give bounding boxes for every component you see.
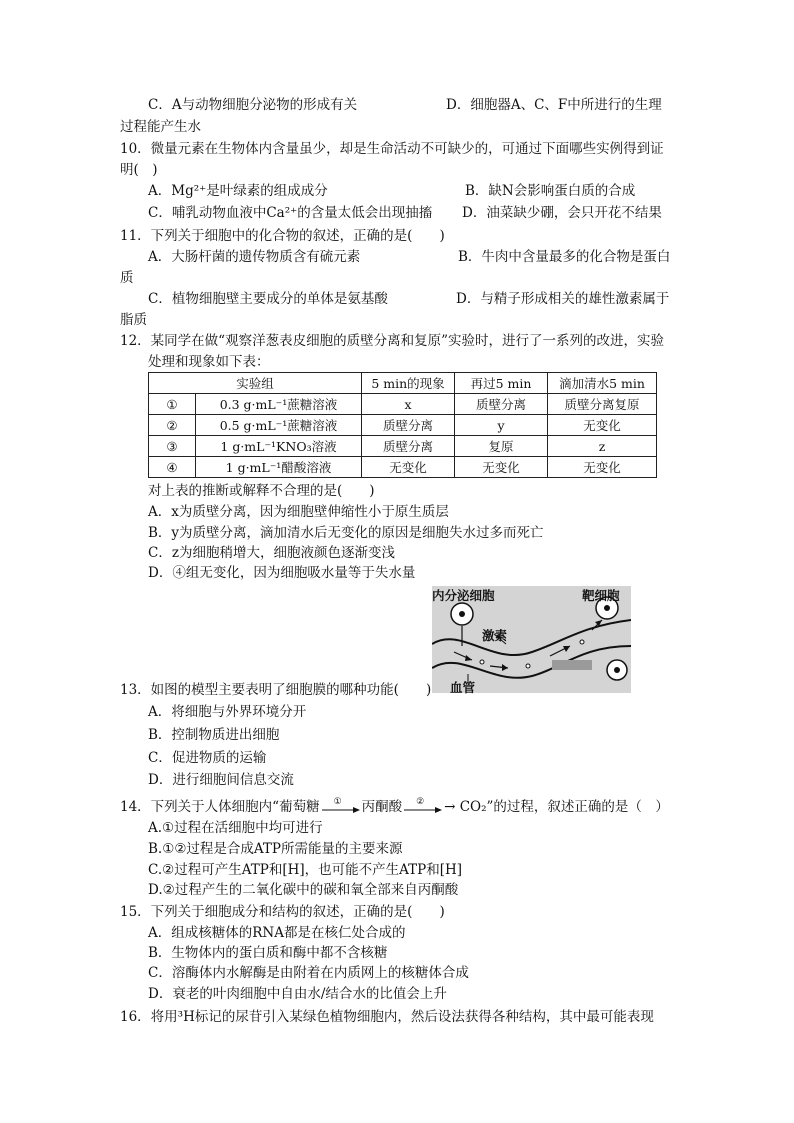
q14-stem	[120, 797, 669, 817]
endocrine-cell-label: 内分泌细胞	[432, 588, 495, 603]
q14-option-d: D.②过程产生的二氧化碳中的碳和氧全部来自丙酮酸	[148, 882, 459, 898]
q13-option-a: A．将细胞与外界环境分开	[148, 704, 307, 720]
q14-option-c: C.②过程可产生ATP和[H]，也可能不产生ATP和[H]	[148, 862, 463, 878]
step1-arrow-icon	[322, 796, 360, 814]
table-cell: y	[455, 415, 548, 436]
q15-stem: 15．下列关于细胞成分和结构的叙述，正确的是( )	[120, 904, 445, 920]
table-cell: 0.5 g·mL⁻¹蔗糖溶液	[196, 415, 362, 436]
table-cell: ②	[149, 415, 196, 436]
table-cell: 无变化	[548, 415, 657, 436]
q11-option-b-cont: 质	[120, 270, 134, 286]
q11-option-b: B．牛肉中含量最多的化合物是蛋白	[458, 249, 671, 265]
q11-stem: 11．下列关于细胞中的化合物的叙述，正确的是( )	[120, 228, 445, 244]
q13-stem: 13．如图的模型主要表明了细胞膜的哪种功能( )	[120, 682, 432, 698]
table-row	[149, 394, 657, 415]
step1-label: ①	[333, 796, 342, 807]
q12-stem: 12．某同学在做“观察洋葱表皮细胞的质壁分离和复原”实验时，进行了一系列的改进，实验	[120, 333, 664, 349]
q14-option-b: B.①②过程是合成ATP所需能量的主要来源	[148, 841, 403, 857]
table-row	[149, 436, 657, 457]
table-header: 再过5 min	[455, 373, 548, 394]
q9-option-d-cont: 过程能产生水	[120, 119, 201, 135]
table-header-row	[149, 373, 657, 394]
q14-stem-mid: 丙酮酸	[361, 799, 403, 815]
q14-stem-pre: 14．下列关于人体细胞内“葡萄糖	[120, 799, 320, 815]
table-cell: 0.3 g·mL⁻¹蔗糖溶液	[196, 394, 362, 415]
table-row	[149, 415, 657, 436]
q12-option-b: B．y为质壁分离，滴加清水后无变化的原因是细胞失水过多而死亡	[148, 525, 544, 541]
table-row	[149, 457, 657, 478]
q10-stem-cont: 明( )	[120, 162, 158, 178]
table-cell: 质壁分离	[362, 415, 455, 436]
table-cell: 1 g·mL⁻¹KNO₃溶液	[196, 436, 362, 457]
q10-option-d: D．油菜缺少硼，会只开花不结果	[462, 205, 662, 221]
hormone-signaling-figure	[432, 586, 631, 693]
step2-label: ②	[416, 796, 425, 807]
q13-option-b: B．控制物质进出细胞	[148, 727, 280, 743]
q11-option-d-cont: 脂质	[120, 312, 147, 328]
table-cell: 质壁分离	[455, 394, 548, 415]
q16-stem: 16．将用³H标记的尿苷引入某绿色植物细胞内，然后设法获得各种结构，其中最可能表现	[120, 1009, 654, 1025]
q11-option-d: D．与精子形成相关的雄性激素属于	[456, 291, 670, 307]
table-cell: 无变化	[455, 457, 548, 478]
q11-option-a: A．大肠杆菌的遗传物质含有硫元素	[148, 249, 361, 265]
q15-option-c: C．溶酶体内水解酶是由附着在内质网上的核糖体合成	[148, 965, 469, 981]
table-cell: 质壁分离	[362, 436, 455, 457]
q15-option-b: B．生物体内的蛋白质和酶中都不含核糖	[148, 945, 388, 961]
q15-option-d: D．衰老的叶肉细胞中自由水/结合水的比值会上升	[148, 986, 447, 1002]
q9-option-d: D．细胞器A、C、F中所进行的生理	[446, 97, 662, 113]
q12-option-d: D．④组无变化，因为细胞吸水量等于失水量	[148, 565, 416, 581]
q10-stem: 10．微量元素在生物体内含量虽少，却是生命活动不可缺少的，可通过下面哪些实例得到证	[120, 141, 664, 157]
table-cell: ①	[149, 394, 196, 415]
table-cell: ④	[149, 457, 196, 478]
target-cell-label: 靶细胞	[582, 588, 620, 603]
table-cell: 无变化	[362, 457, 455, 478]
table-cell: 复原	[455, 436, 548, 457]
table-header: 5 min的现象	[362, 373, 455, 394]
table-cell: 1 g·mL⁻¹醋酸溶液	[196, 457, 362, 478]
hormone-label: 激素	[482, 628, 508, 643]
q13-option-c: C．促进物质的运输	[148, 750, 267, 766]
q12-question: 对上表的推断或解释不合理的是( )	[148, 483, 375, 499]
q15-option-a: A．组成核糖体的RNA都是在核仁处合成的	[148, 925, 406, 941]
table-cell: ③	[149, 436, 196, 457]
blood-vessel-label: 血管	[450, 680, 476, 695]
q10-option-a: A．Mg²⁺是叶绿素的组成成分	[148, 183, 328, 199]
q10-option-b: B．缺N会影响蛋白质的合成	[465, 183, 636, 199]
table-header: 滴加清水5 min	[548, 373, 657, 394]
table-header: 实验组	[149, 373, 362, 394]
table-cell: z	[548, 436, 657, 457]
q12-table	[148, 372, 657, 478]
q12-stem-cont: 处理和现象如下表：	[148, 354, 270, 370]
table-cell: 无变化	[548, 457, 657, 478]
q10-option-c: C．哺乳动物血液中Ca²⁺的含量太低会出现抽搐	[148, 205, 433, 221]
q12-option-c: C．z为细胞稍增大，细胞液颜色逐渐变浅	[148, 545, 395, 561]
q13-option-d: D．进行细胞间信息交流	[148, 772, 294, 788]
q11-option-c: C．植物细胞壁主要成分的单体是氨基酸	[148, 291, 388, 307]
q12-option-a: A．x为质壁分离，因为细胞壁伸缩性小于原生质层	[148, 504, 449, 520]
q14-option-a: A.①过程在活细胞中均可进行	[148, 820, 323, 836]
q14-stem-post: → CO₂”的过程，叙述正确的是（ ）	[444, 799, 669, 815]
step2-arrow-icon	[404, 796, 442, 814]
table-cell: x	[362, 394, 455, 415]
q9-option-c: C．A与动物细胞分泌物的形成有关	[148, 97, 358, 113]
table-cell: 质壁分离复原	[548, 394, 657, 415]
